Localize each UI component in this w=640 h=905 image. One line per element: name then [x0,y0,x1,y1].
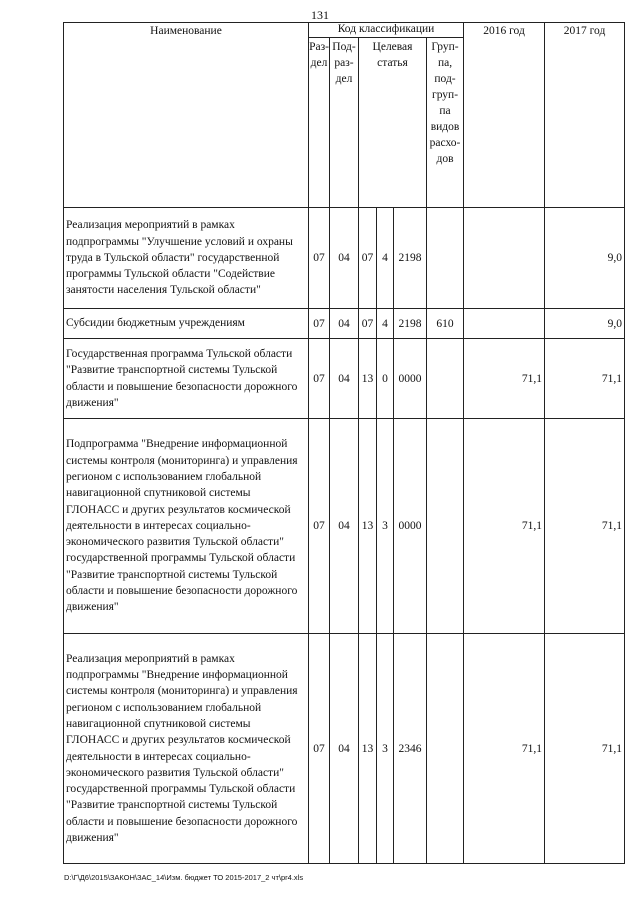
row-target-subprogram: 4 [377,208,394,309]
row-amount-2016: 71,1 [464,339,545,419]
row-expense-group [427,634,464,864]
header-subsection: Под- раз- дел [330,38,359,208]
row-amount-2017: 71,1 [545,634,625,864]
table-row [64,208,625,309]
row-subsection: 04 [330,634,359,864]
row-amount-2017: 71,1 [545,339,625,419]
row-section: 07 [309,634,330,864]
row-target-direction: 2198 [394,208,427,309]
table-row [64,309,625,339]
row-expense-group: 610 [427,309,464,339]
row-name: Подпрограмма "Внедрение информационной системы контроля (мониторинга) и управления регионом с использованием глобальной навигационной спутниковой системы ГЛОНАСС и других результатов космической деятельности в интересах социально-экономического развития Тульской области" государственной программы Тульской области "Развитие транспортной системы Тульской области и повышение безопасности дорожного движения" [64,419,309,634]
row-target-program: 13 [359,634,377,864]
row-amount-2016: 71,1 [464,419,545,634]
row-amount-2016: 71,1 [464,634,545,864]
budget-table [63,22,625,864]
header-expense-group: Груп- па, под- груп- па видов расхо- дов [427,38,464,208]
header-target-article: Целевая статья [359,38,427,208]
header-year-2016: 2016 год [464,23,545,208]
row-expense-group [427,419,464,634]
row-target-direction: 0000 [394,339,427,419]
row-target-program: 07 [359,309,377,339]
header-year-2017: 2017 год [545,23,625,208]
row-target-program: 13 [359,339,377,419]
row-section: 07 [309,419,330,634]
row-amount-2017: 9,0 [545,309,625,339]
row-expense-group [427,339,464,419]
row-name: Реализация мероприятий в рамках подпрограммы "Внедрение информационной системы контроля (мониторинга) и управления регионом с использованием глобальной навигационной спутниковой системы ГЛОНАСС и других результатов космической деятельности в интересах социально-экономического развития Тульской области" государственной программы Тульской области "Развитие транспортной системы Тульской области и повышение безопасности дорожного движения" [64,634,309,864]
table-row [64,339,625,419]
row-target-direction: 0000 [394,419,427,634]
row-amount-2017: 9,0 [545,208,625,309]
row-subsection: 04 [330,419,359,634]
header-classification: Код классификации [309,23,464,38]
row-target-direction: 2346 [394,634,427,864]
row-target-program: 13 [359,419,377,634]
row-amount-2017: 71,1 [545,419,625,634]
row-target-program: 07 [359,208,377,309]
row-amount-2016 [464,309,545,339]
row-subsection: 04 [330,339,359,419]
row-name: Субсидии бюджетным учреждениям [64,309,309,339]
table-row [64,634,625,864]
row-section: 07 [309,339,330,419]
row-subsection: 04 [330,208,359,309]
table-row [64,419,625,634]
row-section: 07 [309,309,330,339]
row-target-subprogram: 0 [377,339,394,419]
page-number: 131 [311,8,329,22]
row-amount-2016 [464,208,545,309]
row-expense-group [427,208,464,309]
footer-file-path: D:\Г\Д6\2015\ЗАКОН\ЗАС_14\Изм. бюджет ТО 2015-2017_2 чт\pr4.xls [64,873,304,882]
row-target-subprogram: 3 [377,419,394,634]
header-section: Раз- дел [309,38,330,208]
row-target-subprogram: 4 [377,309,394,339]
row-target-direction: 2198 [394,309,427,339]
row-section: 07 [309,208,330,309]
header-name: Наименование [64,23,309,208]
row-target-subprogram: 3 [377,634,394,864]
row-subsection: 04 [330,309,359,339]
row-name: Реализация мероприятий в рамках подпрограммы "Улучшение условий и охраны труда в Тульской области" государственной программы Тульской области "Содействие занятости населения Тульской области" [64,208,309,309]
row-name: Государственная программа Тульской области "Развитие транспортной системы Тульской области и повышение безопасности дорожного движения" [64,339,309,419]
